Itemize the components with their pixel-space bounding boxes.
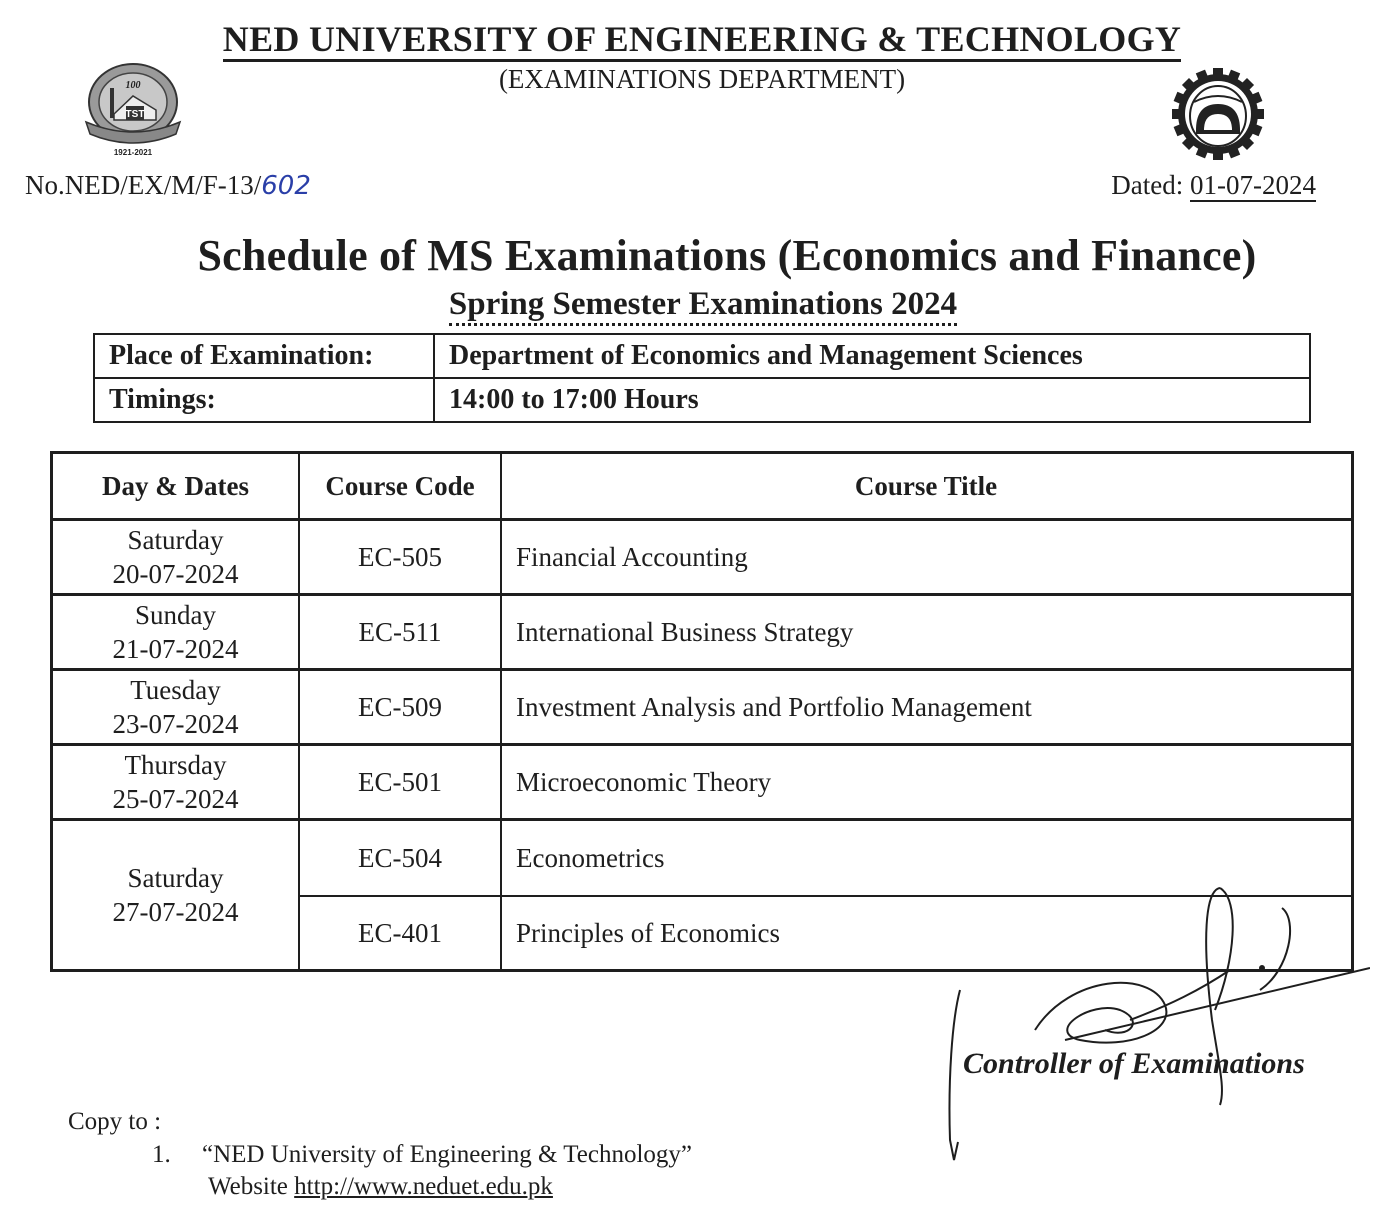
header-course-title: Course Title	[501, 453, 1353, 520]
day-date-cell	[52, 595, 300, 670]
place-row	[94, 334, 1310, 378]
copy-to-label: Copy to :	[68, 1108, 162, 1135]
reference-handwritten-number: 602	[261, 171, 311, 201]
ned-centenary-logo-icon	[80, 62, 186, 158]
exam-info-table	[93, 333, 1311, 423]
svg-text:TST: TST	[125, 109, 145, 120]
day-name: Tuesday	[130, 675, 221, 705]
course-code-cell: EC-511	[299, 595, 501, 670]
course-code-cell: EC-401	[299, 896, 501, 971]
place-value: Department of Economics and Management Sciences	[434, 334, 1310, 378]
dated-label: Dated:	[1111, 170, 1184, 200]
reference-prefix: No.NED/EX/M/F-13/	[25, 170, 262, 200]
copy-item-website	[208, 1173, 553, 1201]
svg-text:100: 100	[125, 80, 141, 91]
course-title-cell: Econometrics	[501, 820, 1353, 897]
page-subtitle: Spring Semester Examinations 2024	[0, 286, 1384, 323]
department-name: (EXAMINATIONS DEPARTMENT)	[498, 64, 906, 94]
table-row	[52, 595, 1353, 670]
signatory-designation: Controller of Examinations	[963, 1047, 1305, 1080]
page-title: Schedule of MS Examinations (Economics and Finance)	[197, 231, 1257, 280]
course-title-cell: International Business Strategy	[501, 595, 1353, 670]
signature-mark	[930, 880, 1370, 1170]
dated-value: 01-07-2024	[1190, 170, 1316, 200]
document-date	[1111, 170, 1316, 201]
course-title-cell: Principles of Economics	[501, 896, 1353, 971]
day-name: Sunday	[135, 600, 216, 630]
day-date-cell	[52, 820, 300, 971]
ned-gear-logo-icon	[1172, 68, 1264, 160]
copy-to-item	[152, 1141, 692, 1169]
exam-date: 27-07-2024	[112, 897, 239, 927]
day-name: Saturday	[127, 525, 224, 555]
header-course-code: Course Code	[299, 453, 501, 520]
table-header-row	[52, 453, 1353, 520]
course-code-cell: EC-505	[299, 520, 501, 595]
timings-value: 14:00 to 17:00 Hours	[434, 378, 1310, 422]
exam-date: 20-07-2024	[112, 559, 239, 589]
table-row	[52, 520, 1353, 595]
place-label: Place of Examination:	[94, 334, 434, 378]
course-code-cell: EC-504	[299, 820, 501, 897]
university-name: NED UNIVERSITY OF ENGINEERING & TECHNOLOGY	[0, 18, 1384, 60]
table-row	[52, 670, 1353, 745]
day-date-cell	[52, 745, 300, 820]
copy-item-text: “NED University of Engineering & Technology”	[202, 1141, 693, 1168]
course-code-cell: EC-509	[299, 670, 501, 745]
copy-item-number: 1.	[152, 1141, 171, 1168]
website-link[interactable]: http://www.neduet.edu.pk	[294, 1173, 553, 1200]
course-title-cell: Investment Analysis and Portfolio Management	[501, 670, 1353, 745]
header-day-dates: Day & Dates	[52, 453, 300, 520]
course-code-cell: EC-501	[299, 745, 501, 820]
exam-date: 23-07-2024	[112, 709, 239, 739]
day-name: Thursday	[124, 750, 227, 780]
course-title-cell: Financial Accounting	[501, 520, 1353, 595]
reference-number	[25, 170, 311, 201]
timings-row	[94, 378, 1310, 422]
timings-label: Timings:	[94, 378, 434, 422]
course-title-cell: Microeconomic Theory	[501, 745, 1353, 820]
day-date-cell	[52, 520, 300, 595]
exam-date: 21-07-2024	[112, 634, 239, 664]
day-name: Saturday	[127, 863, 224, 893]
website-label: Website	[208, 1173, 288, 1200]
svg-text:1921-2021: 1921-2021	[113, 148, 153, 157]
table-row	[52, 745, 1353, 820]
day-date-cell	[52, 670, 300, 745]
exam-date: 25-07-2024	[112, 784, 239, 814]
